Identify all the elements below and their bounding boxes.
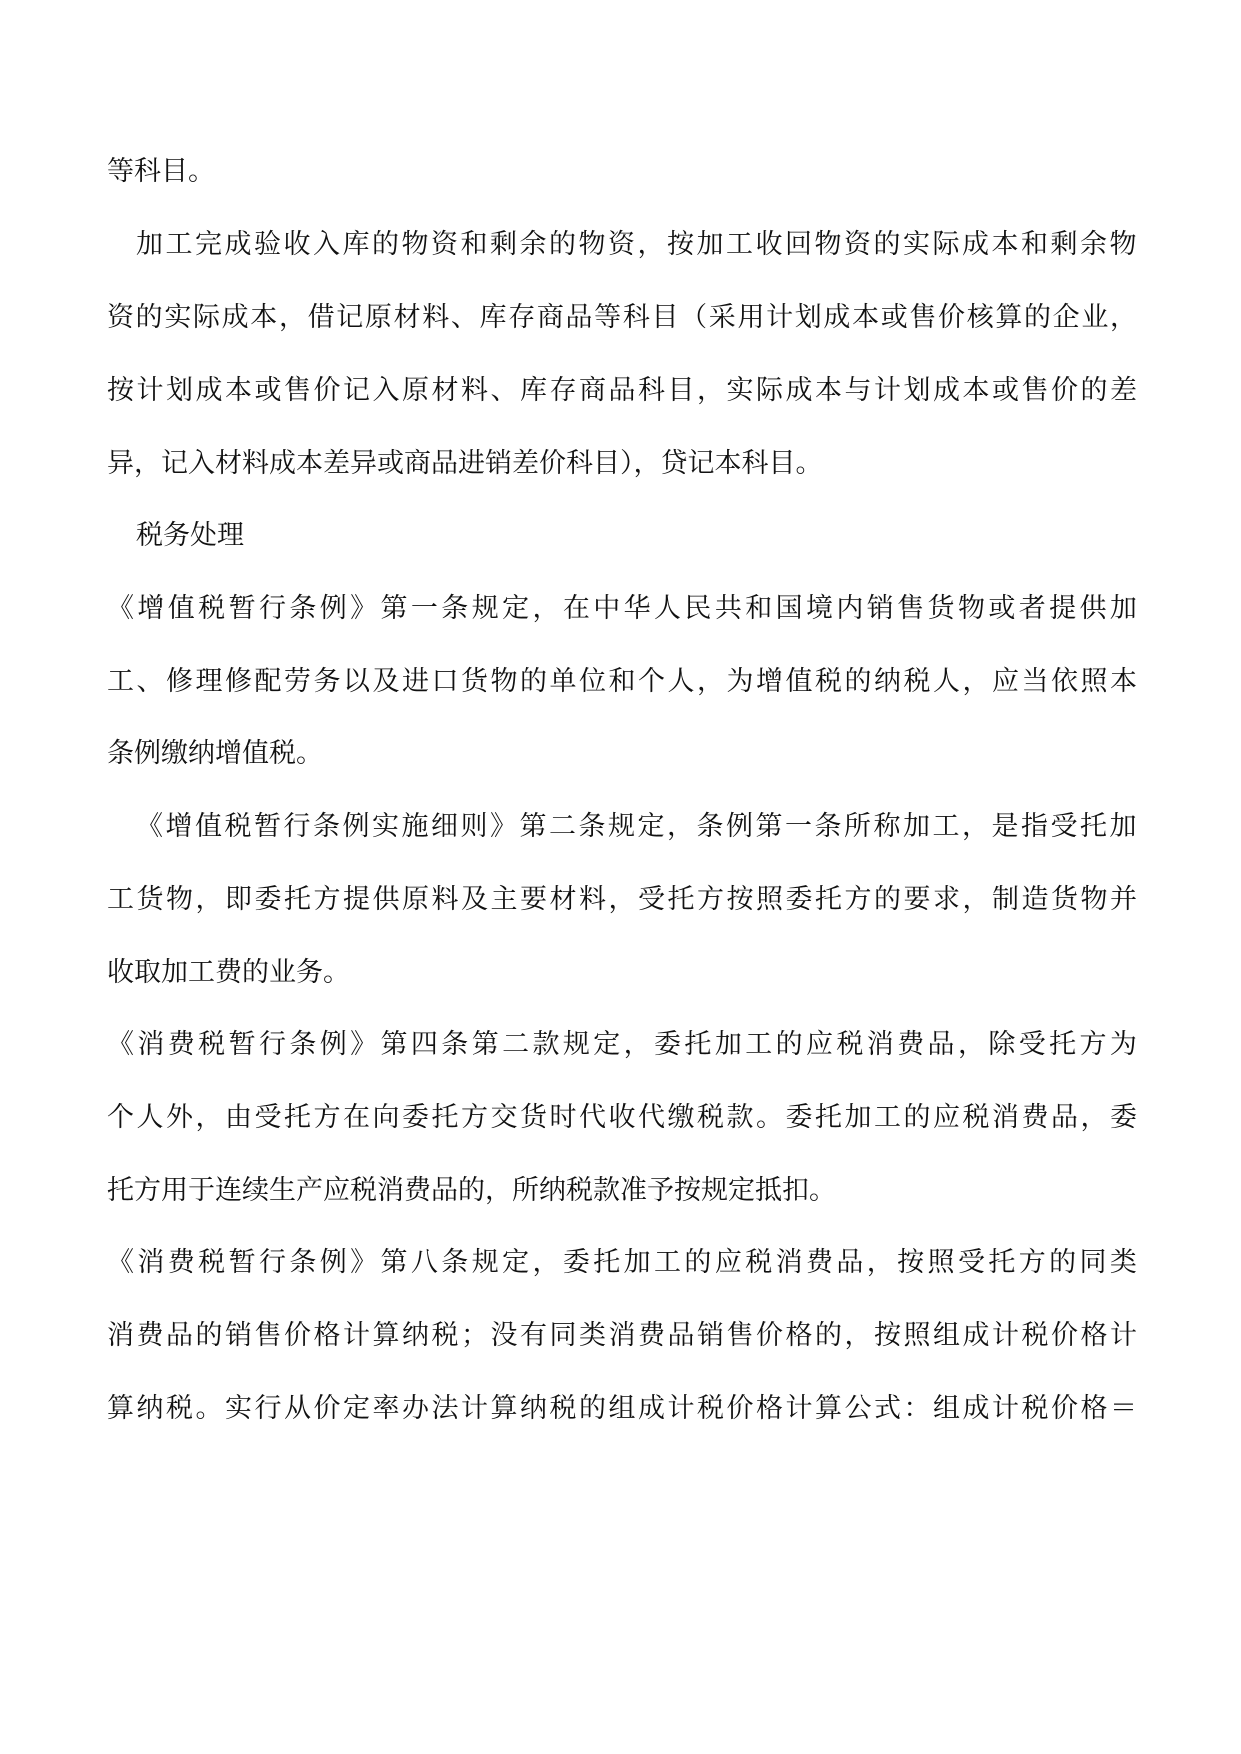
section-heading: 税务处理 (136, 520, 244, 551)
paragraph-first-line: 《 消 费 税 暂 行 条 例 》 第 四 条 第 二 款 规 定 ， 委 托 加 工 的 应 税 消 费 品 ， 除 受 托 方 为 (107, 1029, 1137, 1060)
text-line: 工 、 修 理 修 配 劳 务 以 及 进 口 货 物 的 单 位 和 个 人 ， 为 增 值 税 的 纳 税 人 ， 应 当 依 照 本 (107, 666, 1137, 697)
text-line: 异，记入材料成本差异或商品进销差价科目），贷记本科目。 (107, 448, 823, 479)
text-line: 等科目。 (107, 156, 215, 187)
text-line: 个 人 外 ， 由 受 托 方 在 向 委 托 方 交 货 时 代 收 代 缴 税 款 。 委 托 加 工 的 应 税 消 费 品 ， 委 (107, 1102, 1137, 1133)
text-line: 算 纳 税 。 实 行 从 价 定 率 办 法 计 算 纳 税 的 组 成 计 税 价 格 计 算 公 式 ： 组 成 计 税 价 格 ＝ (107, 1393, 1137, 1424)
text-line: 收取加工费的业务。 (107, 957, 350, 988)
text-line: 工 货 物 ， 即 委 托 方 提 供 原 料 及 主 要 材 料 ， 受 托 方 按 照 委 托 方 的 要 求 ， 制 造 货 物 并 (107, 884, 1137, 915)
text-line: 按 计 划 成 本 或 售 价 记 入 原 材 料 、 库 存 商 品 科 目 ， 实 际 成 本 与 计 划 成 本 或 售 价 的 差 (107, 375, 1137, 406)
text-line: 消 费 品 的 销 售 价 格 计 算 纳 税 ； 没 有 同 类 消 费 品 销 售 价 格 的 ， 按 照 组 成 计 税 价 格 计 (107, 1320, 1137, 1351)
text-line: 托方用于连续生产应税消费品的，所纳税款准予按规定抵扣。 (107, 1175, 836, 1206)
text-line: 条例缴纳增值税。 (107, 738, 323, 769)
paragraph-first-line: 加 工 完 成 验 收 入 库 的 物 资 和 剩 余 的 物 资 ， 按 加 工 收 回 物 资 的 实 际 成 本 和 剩 余 物 (136, 229, 1137, 260)
paragraph-first-line: 《 增 值 税 暂 行 条 例 》 第 一 条 规 定 ， 在 中 华 人 民 共 和 国 境 内 销 售 货 物 或 者 提 供 加 (107, 593, 1137, 624)
paragraph-first-line: 《 增 值 税 暂 行 条 例 实 施 细 则 》 第 二 条 规 定 ， 条 例 第 一 条 所 称 加 工 ， 是 指 受 托 加 (136, 811, 1137, 842)
text-line: 资 的 实 际 成 本 ， 借 记 原 材 料 、 库 存 商 品 等 科 目 （ 采 用 计 划 成 本 或 售 价 核 算 的 企 业 ， (107, 302, 1137, 333)
paragraph-first-line: 《 消 费 税 暂 行 条 例 》 第 八 条 规 定 ， 委 托 加 工 的 应 税 消 费 品 ， 按 照 受 托 方 的 同 类 (107, 1247, 1137, 1278)
